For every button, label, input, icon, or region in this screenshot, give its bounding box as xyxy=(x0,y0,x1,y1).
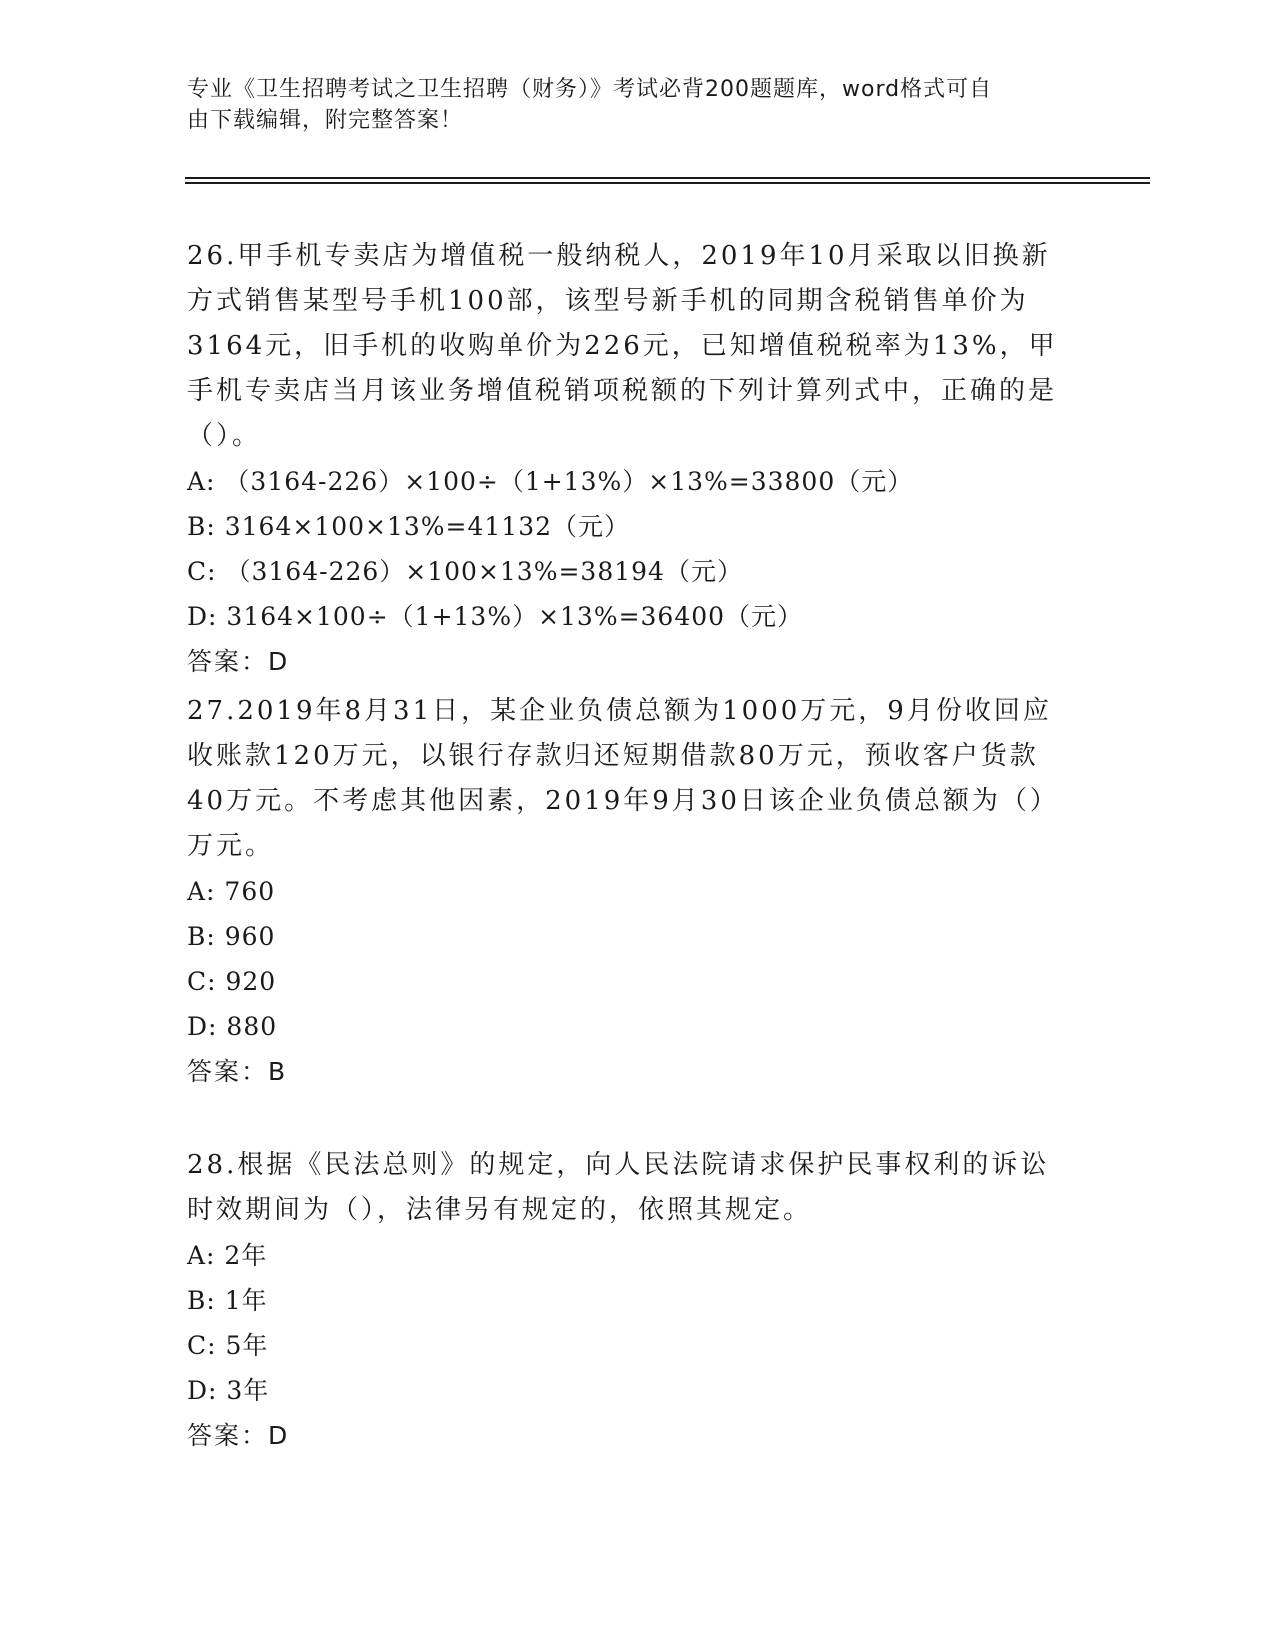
answer-label: 答案：D xyxy=(187,1421,290,1450)
answer-label: 答案：B xyxy=(187,1057,288,1086)
option-b: B: 1年 xyxy=(187,1286,268,1315)
question-stem: 27.2019年8月31日，某企业负债总额为1000万元，9月份收回应收账款120万元，以银行存款归还短期借款80万元，预收客户货款40万元。不考虑其他因素，2019年9月30日该企业负债总额为（）万元。 xyxy=(187,696,1059,861)
option-d: D: 3164×100÷（1+13%）×13%=36400（元） xyxy=(187,602,804,631)
question-26 xyxy=(187,234,1077,684)
header-line-1: 专业《卫生招聘考试之卫生招聘（财务）》考试必背200题题库，word格式可自 xyxy=(187,77,993,102)
option-d: D: 3年 xyxy=(187,1376,270,1405)
question-28 xyxy=(187,1143,1077,1458)
header-divider-bottom xyxy=(185,182,1150,184)
option-c: C: 5年 xyxy=(187,1331,269,1360)
question-27 xyxy=(187,689,1077,1094)
option-a: A: 760 xyxy=(187,877,276,906)
answer-label: 答案：D xyxy=(187,647,290,676)
option-b: B: 3164×100×13%=41132（元） xyxy=(187,512,631,541)
header-line-2: 由下载编辑，附完整答案！ xyxy=(187,108,464,133)
option-c: C: 920 xyxy=(187,967,277,996)
option-a: A: （3164-226）×100÷（1+13%）×13%=33800（元） xyxy=(187,467,914,496)
question-stem: 28.根据《民法总则》的规定，向人民法院请求保护民事权利的诉讼时效期间为（），法律另有规定的，依照其规定。 xyxy=(187,1150,1050,1225)
question-stem: 26.甲手机专卖店为增值税一般纳税人，2019年10月采取以旧换新方式销售某型号手机100部，该型号新手机的同期含税销售单价为3164元，旧手机的收购单价为226元，已知增值税税率为13%，甲手机专卖店当月该业务增值税销项税额的下列计算列式中，正确的是（）。 xyxy=(187,241,1058,451)
header-divider-top xyxy=(185,177,1150,179)
option-b: B: 960 xyxy=(187,922,276,951)
option-a: A: 2年 xyxy=(187,1241,268,1270)
document-header xyxy=(187,74,1067,136)
option-c: C: （3164-226）×100×13%=38194（元） xyxy=(187,557,743,586)
option-d: D: 880 xyxy=(187,1012,278,1041)
